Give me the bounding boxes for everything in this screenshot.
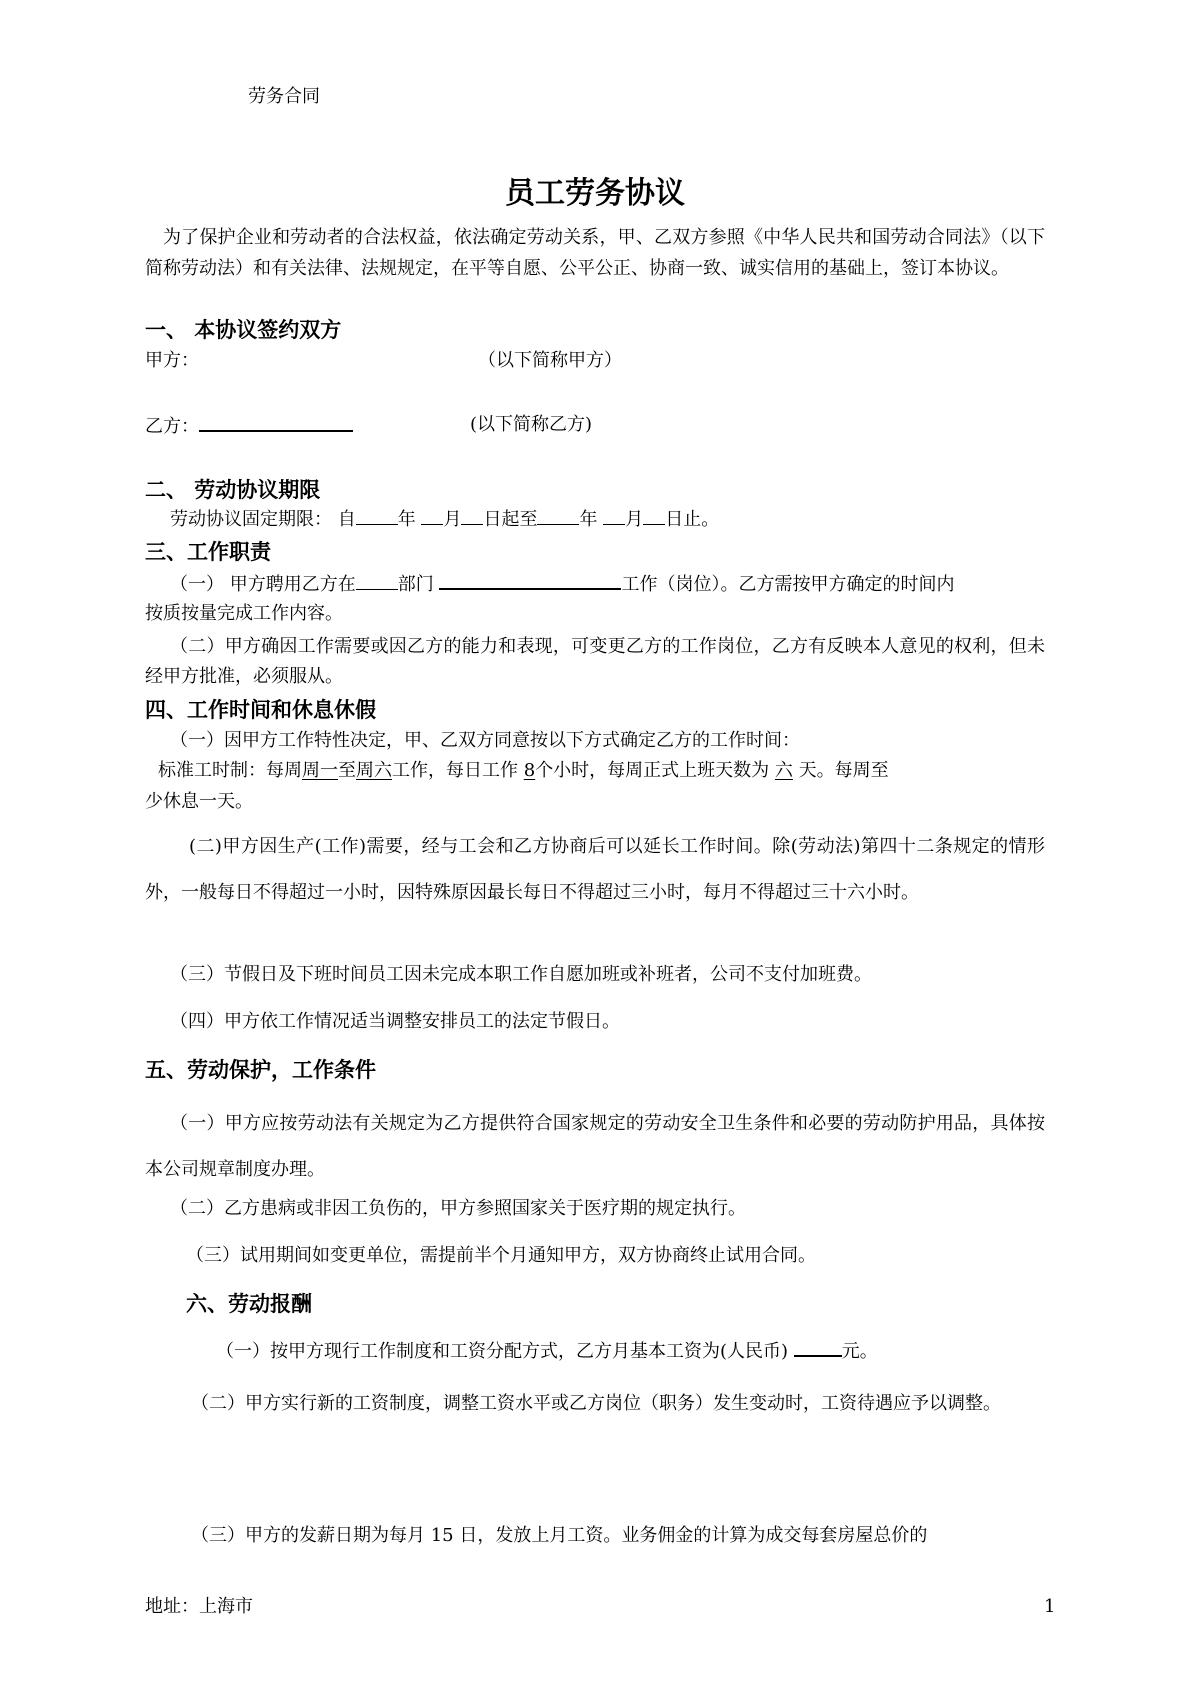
- standard-hours-line: 标准工时制：每周周一至周六工作，每日工作 8个小时，每周正式上班天数为 六 天。每周至: [158, 760, 889, 781]
- start-day-blank[interactable]: [461, 506, 483, 525]
- hours-item-4: （四）甲方依工作情况适当调整安排员工的法定节假日。: [170, 1011, 620, 1032]
- party-b-label: 乙方：: [145, 416, 199, 437]
- party-a-label: 甲方：: [145, 350, 199, 371]
- section-1-heading: 一、 本协议签约双方: [145, 318, 342, 342]
- duty-item-1-line2: 按质按量完成工作内容。: [145, 603, 343, 624]
- position-blank[interactable]: [439, 570, 621, 590]
- section-5-heading: 五、劳动保护，工作条件: [145, 1058, 376, 1082]
- protection-item-3: （三）试用期间如变更单位，需提前半个月通知甲方，双方协商终止试用合同。: [186, 1245, 816, 1266]
- duty-item-2: （二）甲方确因工作需要或因乙方的能力和表现，可变更乙方的工作岗位，乙方有反映本人意见的权利，但未经甲方批准，必须服从。: [145, 636, 1045, 687]
- document-title: 员工劳务协议: [505, 176, 685, 211]
- page-header: 劳务合同: [248, 86, 320, 107]
- hours-item-2: (二)甲方因生产(工作)需要，经与工会和乙方协商后可以延长工作时间。除(劳动法)第四十二条规定的情形外，一般每日不得超过一小时，因特殊原因最长每日不得超过三小时，每月不得超过三十六小时。: [145, 836, 1045, 903]
- end-day-blank[interactable]: [643, 506, 665, 525]
- section-6-heading: 六、劳动报酬: [186, 1292, 312, 1316]
- page-number: 1: [1044, 1596, 1056, 1617]
- protection-item-1: （一）甲方应按劳动法有关规定为乙方提供符合国家规定的劳动安全卫生条件和必要的劳动防护用品，具体按本公司规章制度办理。: [145, 1113, 1045, 1180]
- section-2-heading: 二、 劳动协议期限: [145, 478, 321, 502]
- department-blank[interactable]: [356, 571, 398, 590]
- standard-hours-line2: 少休息一天。: [145, 791, 253, 812]
- workweek-start: 周一: [302, 760, 338, 781]
- daily-hours: 8: [523, 760, 536, 781]
- start-year-blank[interactable]: [356, 506, 398, 525]
- workdays-per-week: 六: [774, 760, 793, 781]
- hours-item-3: （三）节假日及下班时间员工因未完成本职工作自愿加班或补班者，公司不支付加班费。: [170, 964, 872, 985]
- pay-item-3: （三）甲方的发薪日期为每月 15 日，发放上月工资。业务佣金的计算为成交每套房屋总价的: [191, 1525, 928, 1546]
- protection-item-2: （二）乙方患病或非因工负伤的，甲方参照国家关于医疗期的规定执行。: [170, 1198, 746, 1219]
- party-b-note: (以下简称乙方): [470, 414, 593, 435]
- hours-item-1: （一）因甲方工作特性决定，甲、乙双方同意按以下方式确定乙方的工作时间：: [170, 730, 800, 751]
- start-month-blank[interactable]: [421, 506, 443, 525]
- party-a-note: （以下简称甲方）: [478, 350, 622, 371]
- end-month-blank[interactable]: [603, 506, 625, 525]
- base-salary-blank[interactable]: [794, 1337, 842, 1357]
- section-4-heading: 四、工作时间和休息休假: [145, 698, 376, 722]
- party-b-line: [145, 412, 353, 440]
- pay-item-1: （一）按甲方现行工作制度和工资分配方式，乙方月基本工资为(人民币) 元。: [216, 1337, 878, 1365]
- intro-paragraph: 为了保护企业和劳动者的合法权益，依法确定劳动关系，甲、乙双方参照《中华人民共和国劳动合同法》（以下简称劳动法）和有关法律、法规规定，在平等自愿、公平公正、协商一致、诚实信用的基础上，签订本协议。: [145, 227, 1045, 279]
- workweek-end: 周六: [356, 760, 392, 781]
- footer-address: 地址：上海市: [145, 1596, 253, 1617]
- section-3-heading: 三、工作职责: [145, 540, 271, 564]
- duty-item-1-line1: （一） 甲方聘用乙方在 部门 工作（岗位）。乙方需按甲方确定的时间内: [170, 570, 954, 598]
- party-b-blank[interactable]: [199, 412, 353, 432]
- pay-item-2: （二）甲方实行新的工资制度，调整工资水平或乙方岗位（职务）发生变动时，工资待遇应予以调整。: [191, 1393, 1001, 1414]
- term-line: 劳动协议固定期限： 自 年 月 日起至 年 月 日止。: [170, 506, 719, 533]
- end-year-blank[interactable]: [537, 506, 579, 525]
